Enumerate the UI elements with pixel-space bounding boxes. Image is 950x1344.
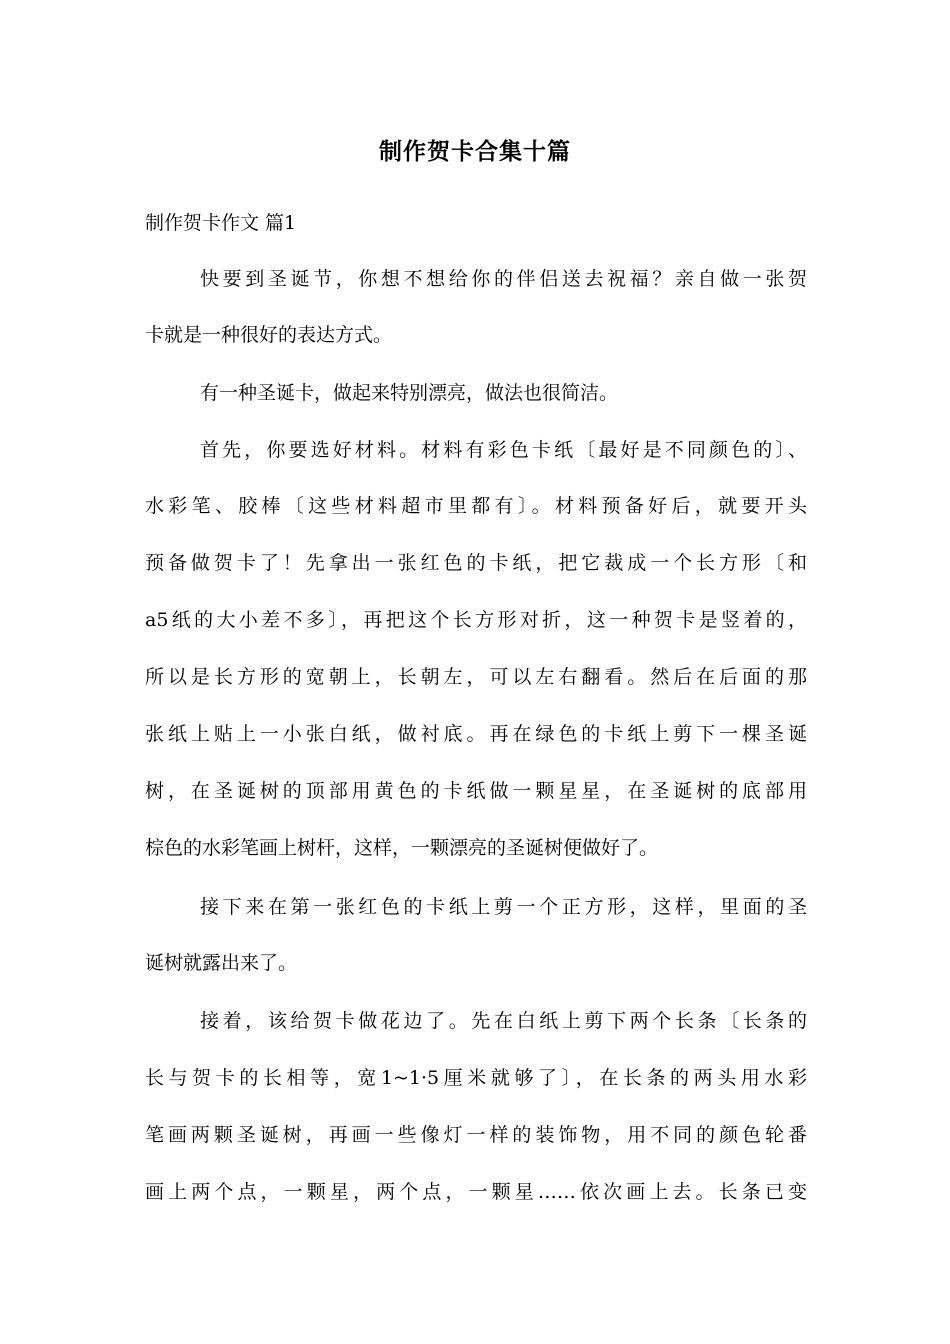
paragraph-line: 首先，你要选好材料。材料有彩色卡纸〔最好是不同颜色的〕、 — [200, 439, 807, 461]
paragraph-line: 棕色的水彩笔画上树杆，这样，一颗漂亮的圣诞树便做好了。 — [145, 837, 659, 859]
paragraph-line: 快要到圣诞节，你想不想给你的伴侣送去祝福？亲自做一张贺 — [200, 268, 807, 290]
paragraph-line: 接下来在第一张红色的卡纸上剪一个正方形，这样，里面的圣 — [200, 896, 807, 918]
paragraph-line: 长与贺卡的长相等，宽1~1·5厘米就够了〕，在长条的两头用水彩 — [145, 1067, 807, 1089]
paragraph-line: a5纸的大小差不多〕，再把这个长方形对折，这一种贺卡是竖着的， — [145, 609, 807, 631]
paragraph-line: 树，在圣诞树的顶部用黄色的卡纸做一颗星星，在圣诞树的底部用 — [145, 780, 807, 802]
paragraph-line: 诞树就露出来了。 — [145, 952, 298, 974]
document-title: 制作贺卡合集十篇 — [379, 139, 571, 165]
paragraph-line: 预备做贺卡了！先拿出一张红色的卡纸，把它裁成一个长方形〔和 — [145, 552, 807, 574]
paragraph-line: 所以是长方形的宽朝上，长朝左，可以左右翻看。然后在后面的那 — [145, 666, 807, 688]
paragraph-line: 接着，该给贺卡做花边了。先在白纸上剪下两个长条〔长条的 — [200, 1010, 807, 1032]
paragraph-line: 有一种圣诞卡，做起来特别漂亮，做法也很简洁。 — [200, 382, 619, 404]
paragraph-line: 卡就是一种很好的表达方式。 — [145, 324, 393, 346]
section-heading: 制作贺卡作文 篇1 — [145, 212, 297, 234]
paragraph-line: 水彩笔、胶棒〔这些材料超市里都有〕。材料预备好后，就要开头 — [145, 495, 807, 517]
paragraph-line: 画上两个点，一颗星，两个点，一颗星……依次画上去。长条已变 — [145, 1181, 807, 1203]
paragraph-line: 笔画两颗圣诞树，再画一些像灯一样的装饰物，用不同的颜色轮番 — [145, 1124, 807, 1146]
paragraph-line: 张纸上贴上一小张白纸，做衬底。再在绿色的卡纸上剪下一棵圣诞 — [145, 723, 807, 745]
